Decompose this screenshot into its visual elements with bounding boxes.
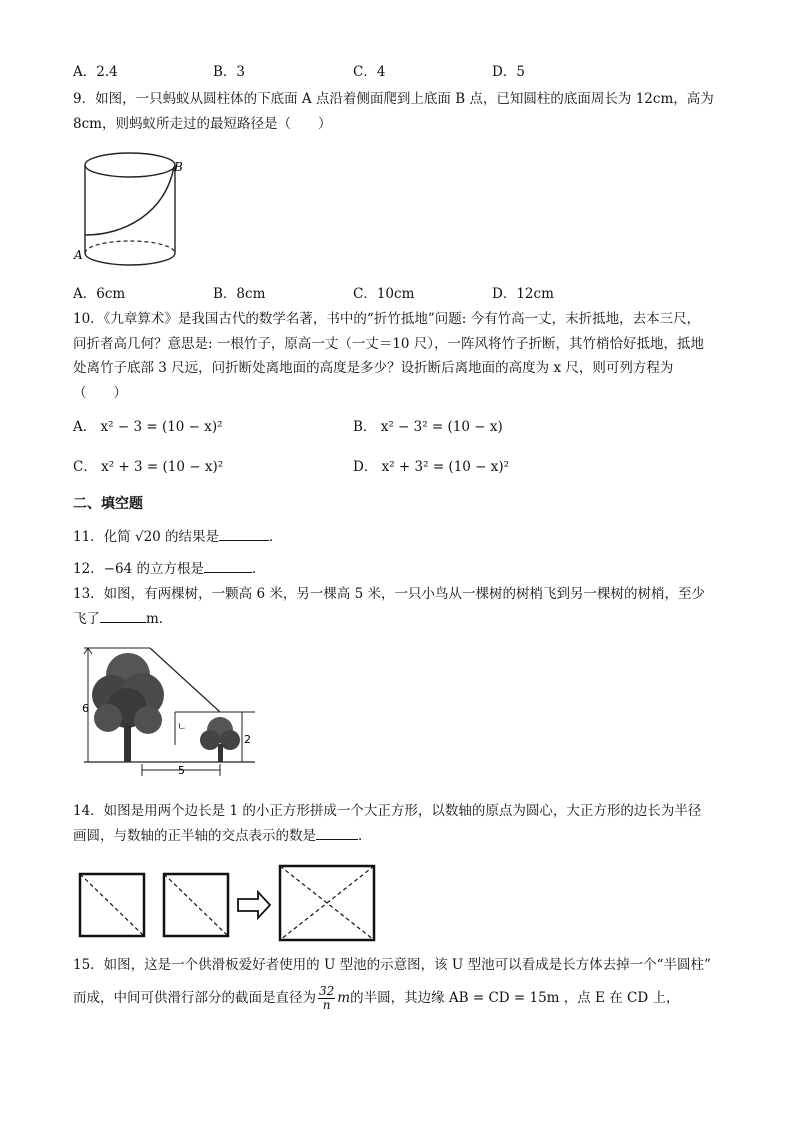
q15-frac-unit: m (337, 990, 351, 1006)
q14-answer-blank[interactable] (316, 827, 358, 840)
q8-option-b: B．3 (213, 64, 246, 80)
q8-option-c: C．4 (353, 64, 386, 80)
q9-option-a: A．6cm (73, 286, 126, 302)
q14-text-pre: 画圆，与数轴的正半轴的交点表示的数是 (73, 828, 316, 844)
q10-text-line3: 处离竹子底部 3 尺远，问折断处离地面的高度是多少？设折断后离地面的高度为 x 尺，则可列方程为 (73, 360, 674, 376)
svg-text:ㄴ: ㄴ (177, 722, 187, 733)
q12-text (73, 560, 265, 578)
q12-text-pre: 12．−64 的立方根是 (73, 561, 204, 577)
q9-option-d: D．12cm (492, 286, 554, 302)
q12-answer-blank[interactable] (204, 560, 252, 573)
q14-text-line1: 14．如图是用两个边长是 1 的小正方形拼成一个大正方形，以数轴的原点为圆心，大正方形的边长为半径 (73, 803, 702, 819)
q11-text (73, 528, 283, 546)
q12-text-post: ． (251, 561, 266, 577)
q10-option-a: A． x² − 3 = (10 − x)² (73, 419, 223, 435)
q10-text-line2: 问折者高几何？意思是: 一根竹子，原高一丈（一丈＝10 尺），一阵风将竹子折断，其竹梢恰好抵地，抵地 (73, 336, 705, 352)
cylinder-label-b: B (174, 160, 183, 174)
q13-answer-blank[interactable] (100, 610, 146, 623)
q9-option-c: C．10cm (353, 286, 415, 302)
q8-option-d: D．5 (492, 64, 525, 80)
q11-text-pre: 11．化简 √20 的结果是 (73, 529, 220, 545)
q9-text-line1: 9．如图，一只蚂蚁从圆柱体的下底面 A 点沿着侧面爬到上底面 B 点，已知圆柱的底面周长为 12cm，高为 (73, 91, 714, 107)
two-trees-figure (80, 640, 260, 780)
q15-frac-num: 32 (319, 984, 335, 998)
q10-text-line1: 10．《九章算术》是我国古代的数学名著，书中的“折竹抵地”问题: 今有竹高一丈，末折抵地，去本三尺， (73, 311, 701, 327)
q9-text-line2: 8cm，则蚂蚁所走过的最短路径是（ ） (73, 116, 332, 132)
q15-text-line1: 15．如图，这是一个供滑板爱好者使用的 U 型池的示意图，该 U 型池可以看成是长方体去掉一个“半圆柱” (73, 957, 711, 973)
q15-text-pre: 而成，中间可供滑行部分的截面是直径为 (73, 990, 316, 1006)
q11-answer-blank[interactable] (219, 528, 269, 541)
squares-figure (72, 862, 382, 944)
q15-fraction (318, 985, 335, 1012)
fig-label-6: 6 (82, 702, 89, 715)
q9-option-b: B．8cm (213, 286, 266, 302)
q8-option-a: A．2.4 (73, 64, 118, 80)
q13-text-post: m． (146, 611, 173, 627)
fig-label-5: 5 (178, 764, 185, 777)
q13-text-pre: 飞了 (73, 611, 100, 627)
q15-text-line2 (73, 981, 679, 1015)
q15-text-post: 的半圆，其边缘 AB = CD = 15m ，点 E 在 CD 上， (350, 990, 680, 1006)
cylinder-label-a: A (74, 248, 83, 262)
q13-text-line1: 13．如图，有两棵树，一颗高 6 米，另一棵高 5 米，一只小鸟从一棵树的树梢飞到另一棵树的树梢，至少 (73, 586, 706, 602)
q10-text-line4: （ ） (73, 385, 127, 401)
q10-option-c: C． x² + 3 = (10 − x)² (73, 459, 224, 475)
q13-text-line2 (73, 610, 172, 628)
q14-text-line2 (73, 827, 372, 845)
q14-text-post: ． (358, 828, 372, 844)
section-title-fill-in: 二、填空题 (73, 496, 143, 512)
q15-frac-den: n (322, 998, 331, 1012)
q11-text-post: ． (269, 529, 283, 545)
q10-option-b: B． x² − 3² = (10 − x) (353, 419, 503, 435)
q10-option-d: D． x² + 3² = (10 − x)² (353, 459, 510, 475)
cylinder-figure (70, 143, 190, 273)
fig-label-2: 2 (244, 733, 251, 746)
